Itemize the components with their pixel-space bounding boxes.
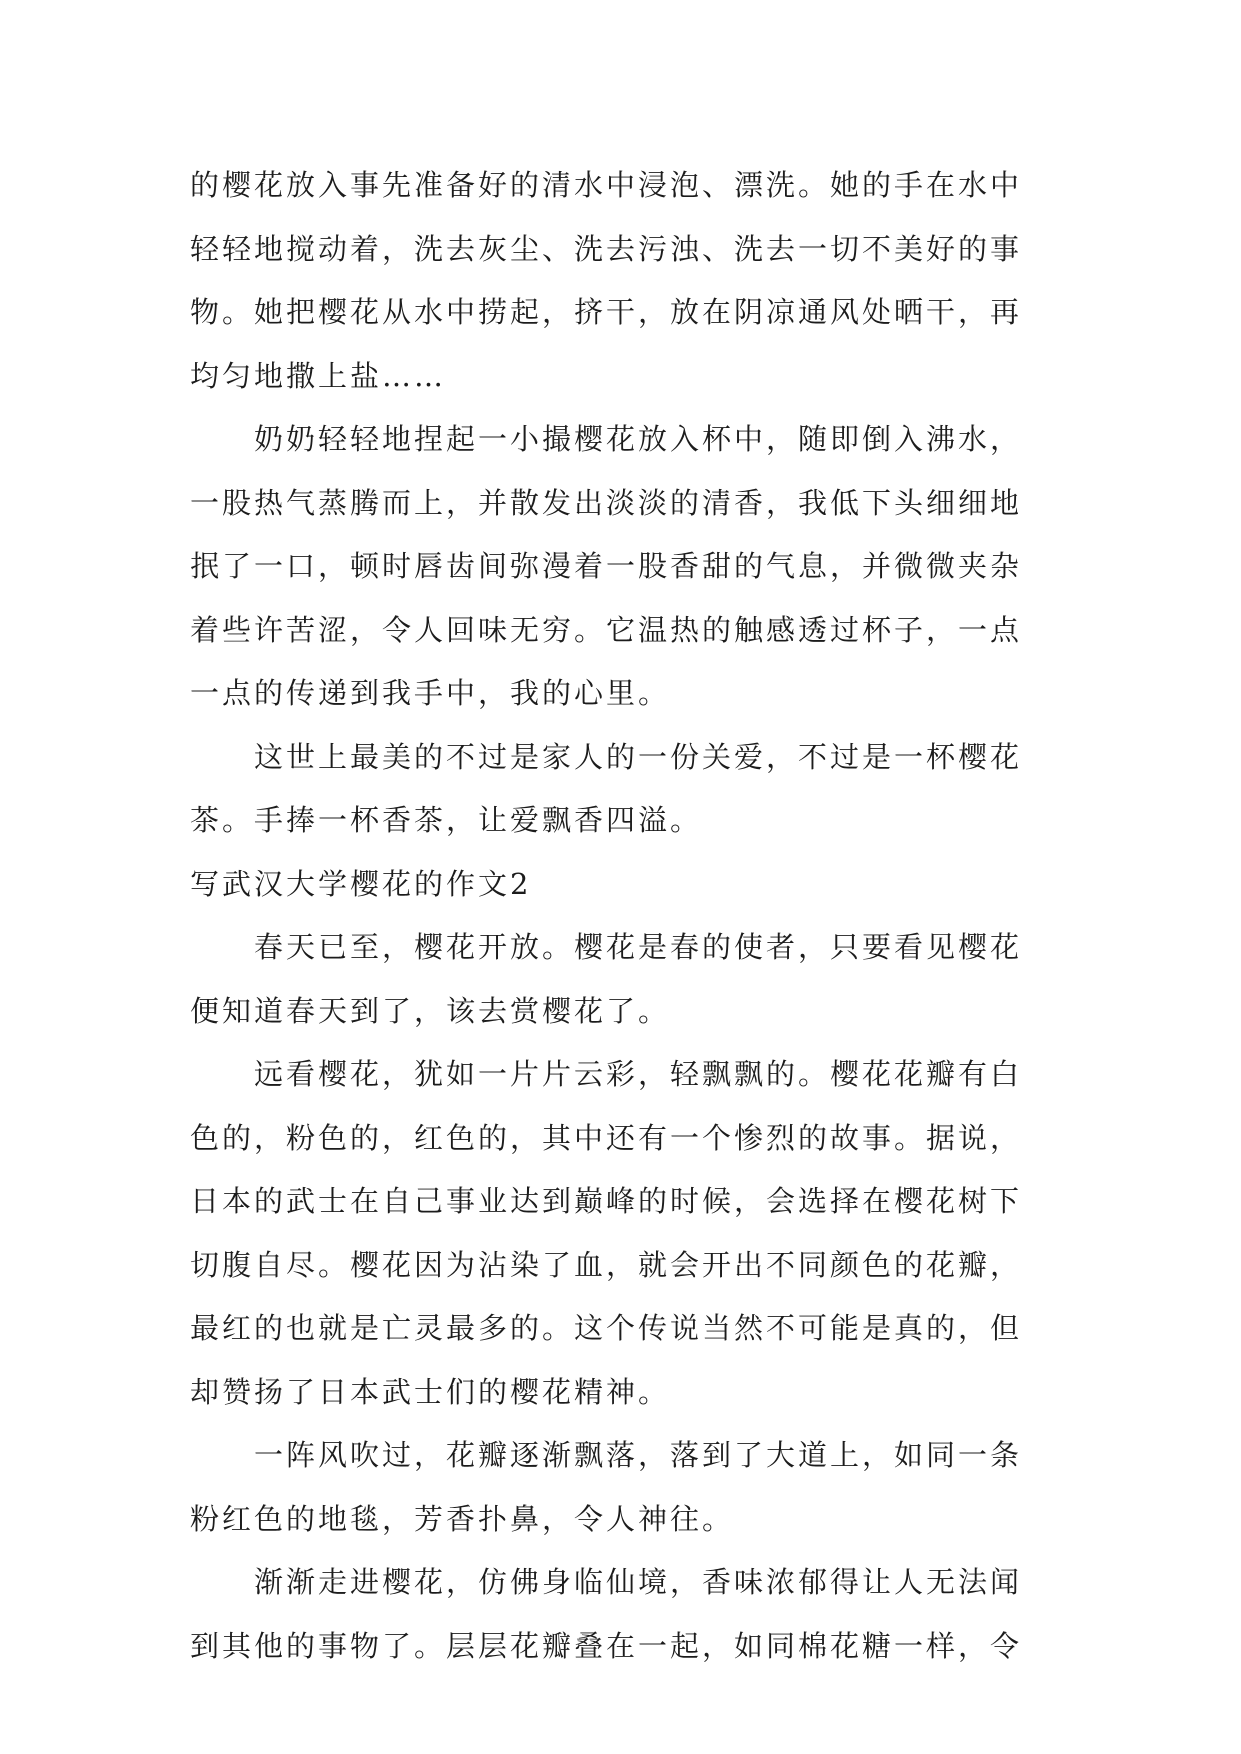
text-line: 最红的也就是亡灵最多的。这个传说当然不可能是真的，但 <box>190 1311 1023 1345</box>
paragraph-first-line: 一阵风吹过，花瓣逐渐飘落，落到了大道上，如同一条 <box>254 1438 1023 1472</box>
text-line: 的樱花放入事先准备好的清水中浸泡、漂洗。她的手在水中 <box>190 168 1023 202</box>
text-line: 着些许苦涩，令人回味无穷。它温热的触感透过杯子，一点 <box>190 612 1023 647</box>
text-line: 抿了一口，顿时唇齿间弥漫着一股香甜的气息，并微微夹杂 <box>190 549 1023 583</box>
text-line: 均匀地撒上盐…… <box>190 358 447 393</box>
paragraph-first-line: 这世上最美的不过是家人的一份关爱，不过是一杯樱花 <box>254 739 1023 774</box>
text-line: 到其他的事物了。层层花瓣叠在一起，如同棉花糖一样，令 <box>190 1628 1023 1663</box>
text-line: 一股热气蒸腾而上，并散发出淡淡的清香，我低下头细细地 <box>190 485 1023 520</box>
text-line: 轻轻地搅动着，洗去灰尘、洗去污浊、洗去一切不美好的事 <box>190 231 1023 266</box>
document-body <box>190 154 1050 1678</box>
text-line: 却赞扬了日本武士们的樱花精神。 <box>190 1374 671 1409</box>
text-line: 一点的传递到我手中，我的心里。 <box>190 676 671 710</box>
text-line: 茶。手捧一杯香茶，让爱飘香四溢。 <box>190 803 703 837</box>
paragraph-first-line: 春天已至，樱花开放。樱花是春的使者，只要看见樱花 <box>254 930 1023 964</box>
paragraph-first-line: 渐渐走进樱花，仿佛身临仙境，香味浓郁得让人无法闻 <box>254 1565 1023 1599</box>
text-line: 物。她把樱花从水中捞起，挤干，放在阴凉通风处晒干，再 <box>190 295 1023 329</box>
text-line: 切腹自尽。樱花因为沾染了血，就会开出不同颜色的花瓣， <box>190 1247 1023 1282</box>
text-line: 粉红色的地毯，芳香扑鼻，令人神往。 <box>190 1501 735 1536</box>
paragraph-first-line: 奶奶轻轻地捏起一小撮樱花放入杯中，随即倒入沸水， <box>254 422 1023 456</box>
text-line: 色的，粉色的，红色的，其中还有一个惨烈的故事。据说， <box>190 1120 1023 1155</box>
text-line: 便知道春天到了，该去赏樱花了。 <box>190 993 671 1028</box>
text-line: 日本的武士在自己事业达到巅峰的时候，会选择在樱花树下 <box>190 1184 1023 1218</box>
paragraph-first-line: 远看樱花，犹如一片片云彩，轻飘飘的。樱花花瓣有白 <box>254 1057 1023 1091</box>
section-heading: 写武汉大学樱花的作文2 <box>190 866 532 901</box>
